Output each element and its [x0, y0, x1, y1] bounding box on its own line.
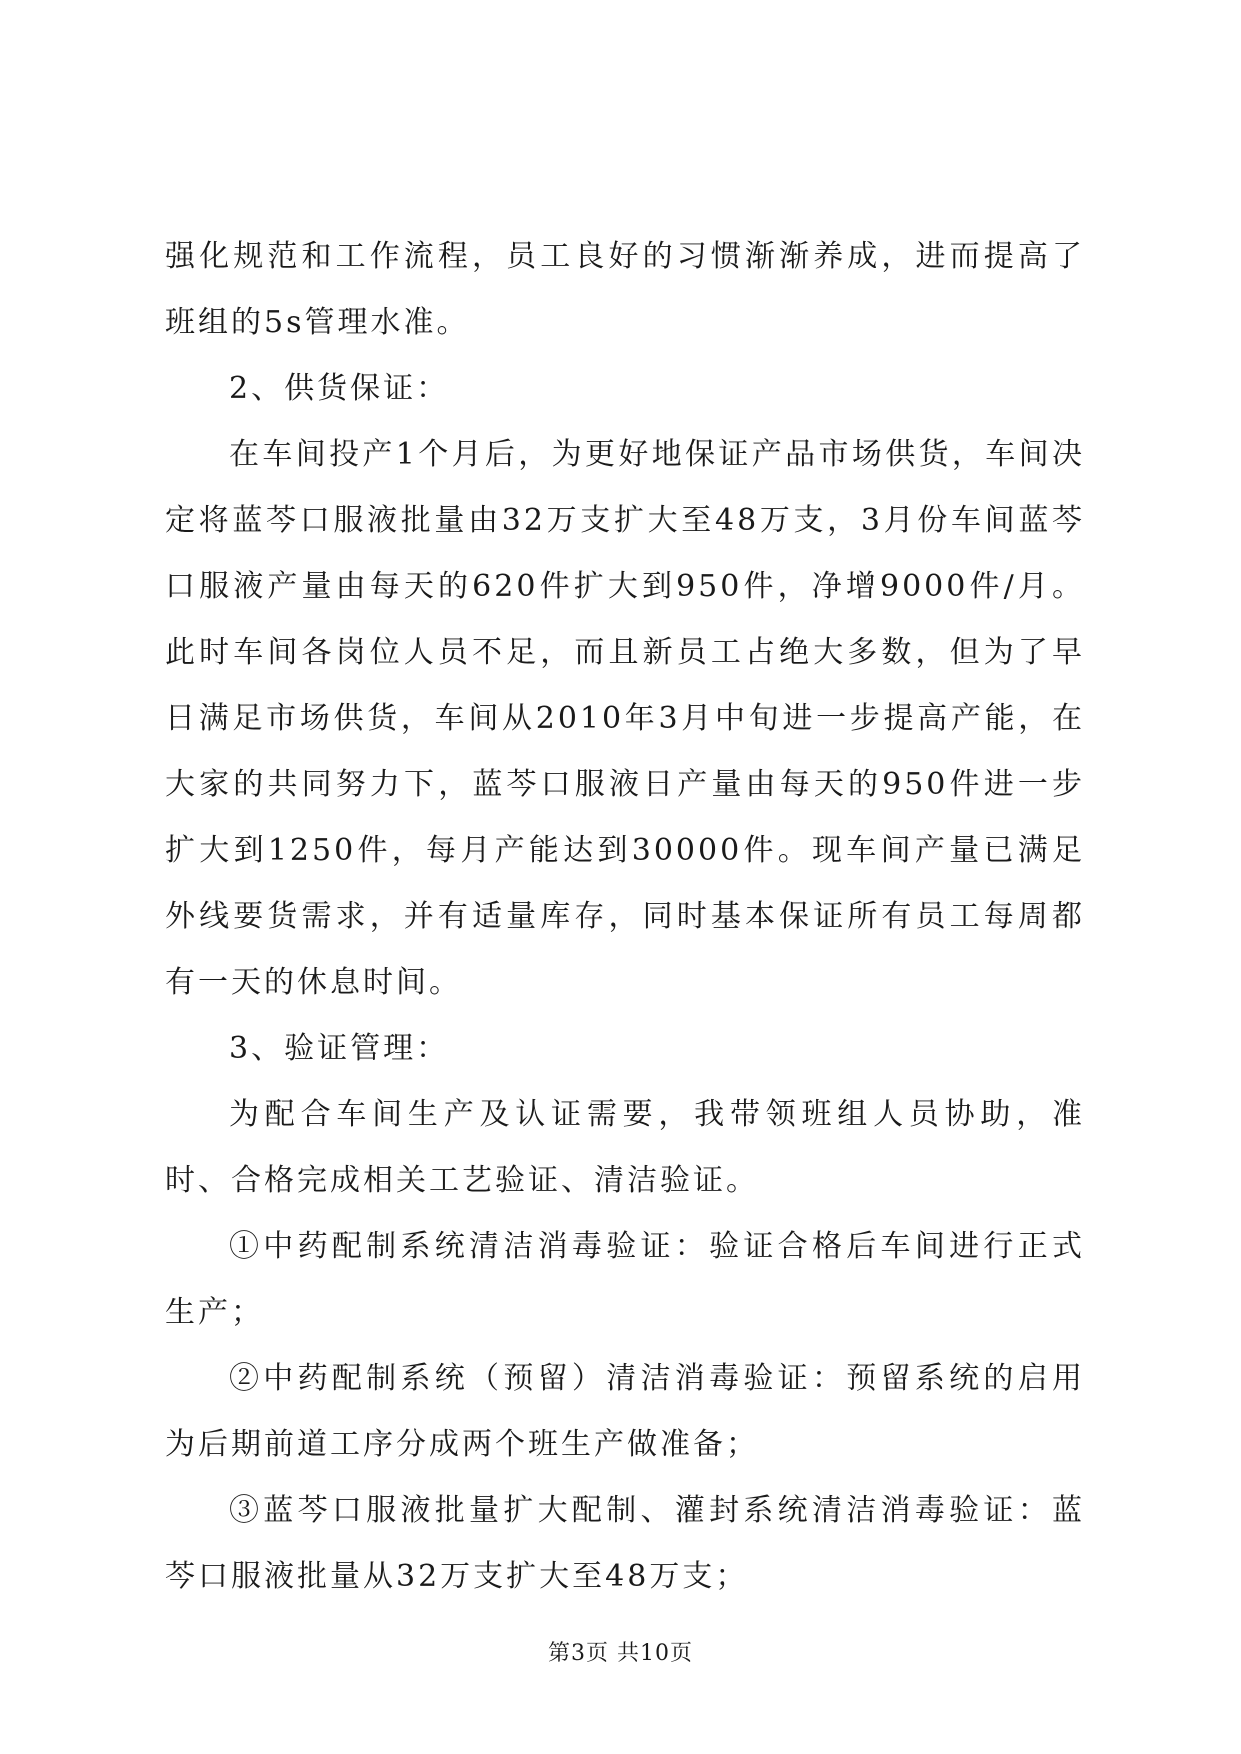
paragraph-supply: 在车间投产1个月后，为更好地保证产品市场供货，车间决定将蓝芩口服液批量由32万支扩大至48万支，3月份车间蓝芩口服液产量由每天的620件扩大到950件，净增9000件/月。此时车间各岗位人员不足，而且新员工占绝大多数，但为了早日满足市场供货，车间从2010年3月中旬进一步提高产能，在大家的共同努力下，蓝芩口服液日产量由每天的950件进一步扩大到1250件，每月产能达到30000件。现车间产量已满足外线要货需求，并有适量库存，同时基本保证所有员工每周都有一天的休息时间。 — [165, 437, 1085, 1000]
list-item-1: ①中药配制系统清洁消毒验证：验证合格后车间进行正式生产； — [165, 1229, 1085, 1330]
list-item-3: ③蓝芩口服液批量扩大配制、灌封系统清洁消毒验证：蓝芩口服液批量从32万支扩大至48万支； — [165, 1493, 1085, 1594]
paragraph-continuation: 强化规范和工作流程，员工良好的习惯渐渐养成，进而提高了班组的5s管理水准。 — [165, 239, 1085, 340]
document-body — [165, 224, 1085, 1610]
paragraph-validation: 为配合车间生产及认证需要，我带领班组人员协助，准时、合格完成相关工艺验证、清洁验证。 — [165, 1097, 1085, 1198]
section-heading-supply: 2、供货保证： — [229, 371, 450, 406]
section-heading-validation: 3、验证管理： — [229, 1031, 450, 1066]
list-item-2: ②中药配制系统（预留）清洁消毒验证：预留系统的启用为后期前道工序分成两个班生产做准备； — [165, 1361, 1085, 1462]
page-footer: 第3页 共10页 — [548, 1641, 693, 1666]
